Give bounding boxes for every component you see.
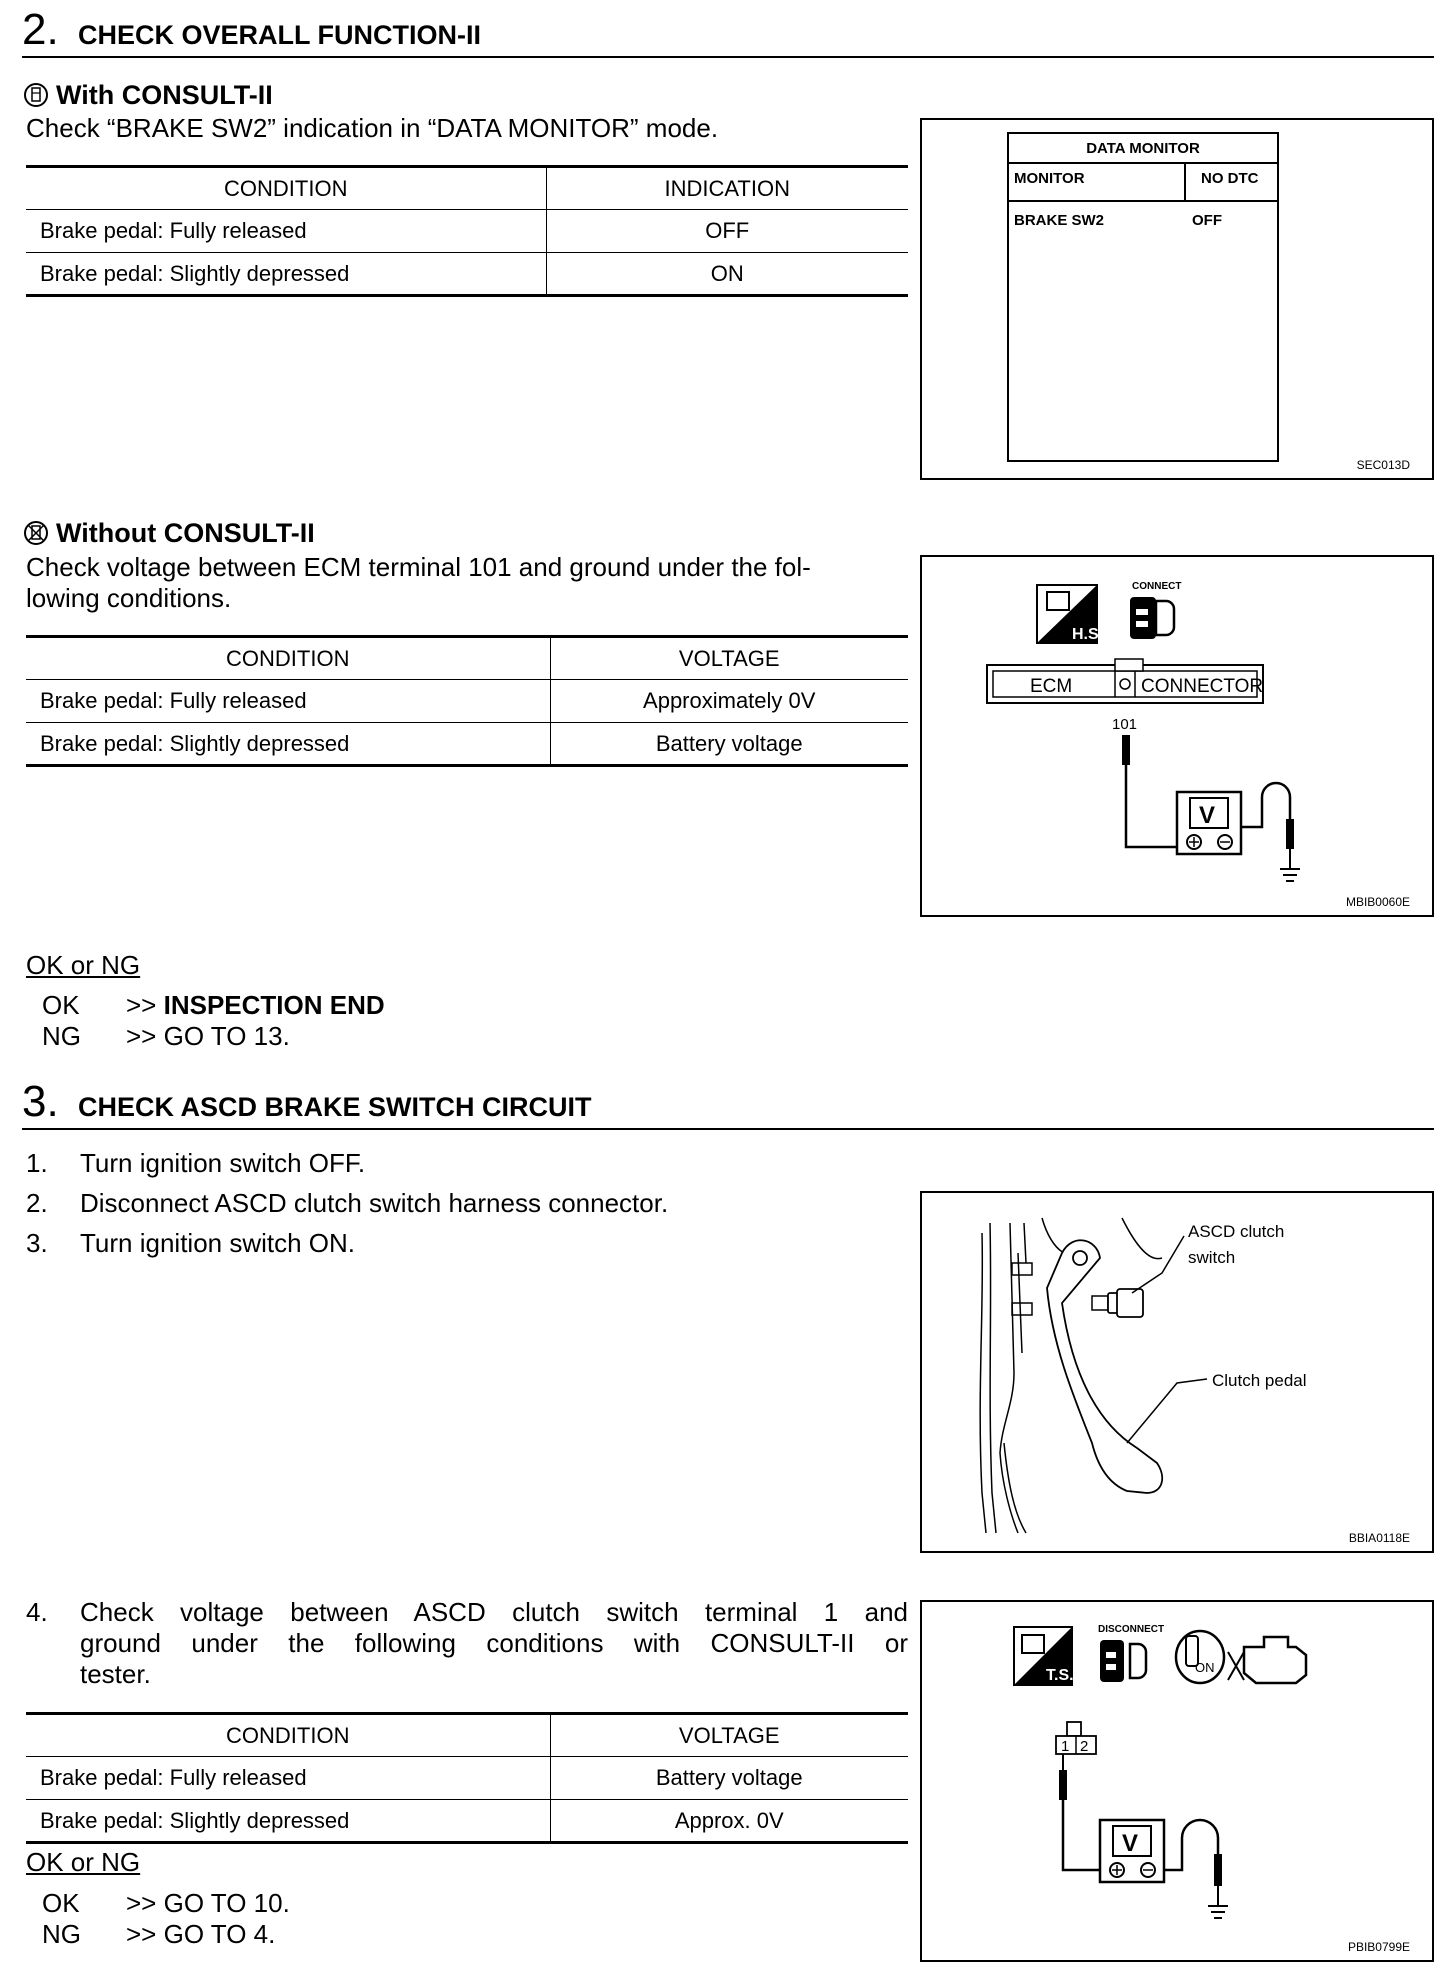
step2-title: CHECK OVERALL FUNCTION-II	[78, 20, 481, 50]
table-row	[26, 1800, 908, 1843]
table-cell-voltage: Battery voltage	[550, 1757, 908, 1800]
table-cell-voltage: Approx. 0V	[550, 1800, 908, 1843]
terminal-1-label: 1	[1061, 1738, 1070, 1755]
ascd-switch-label-1: ASCD clutch	[1188, 1222, 1285, 1241]
with-consult-instruction: Check “BRAKE SW2” indication in “DATA MONITOR” mode.	[26, 113, 719, 143]
figure-code: MBIB0060E	[1345, 895, 1410, 909]
ok-action: >> GO TO 10.	[126, 1888, 290, 1918]
table-cell-condition: Brake pedal: Slightly depressed	[26, 253, 546, 296]
connector-label: CONNECTOR	[1141, 676, 1264, 697]
data-monitor-col-status: NO DTC	[1201, 170, 1259, 187]
voltage-table-ecm	[26, 635, 908, 767]
table-header-condition: CONDITION	[26, 637, 550, 680]
clutch-pedal-label: Clutch pedal	[1212, 1371, 1307, 1390]
ascd-voltage-figure	[920, 1600, 1434, 1962]
table-cell-condition: Brake pedal: Slightly depressed	[26, 723, 550, 766]
data-monitor-title: DATA MONITOR	[1009, 134, 1277, 164]
step-number: 2.	[26, 1188, 48, 1218]
ng-row	[26, 1021, 290, 1052]
figure-code: BBIA0118E	[1348, 1531, 1410, 1545]
disconnect-label: DISCONNECT	[1098, 1624, 1165, 1635]
ecm-voltage-diagram	[922, 557, 1432, 915]
connect-label: CONNECT	[1132, 581, 1182, 592]
ok-row	[26, 1888, 290, 1919]
without-consult-heading	[24, 518, 315, 549]
step-text: Turn ignition switch ON.	[80, 1228, 356, 1258]
on-label: ON	[1195, 1660, 1215, 1675]
no-consult-icon	[24, 521, 48, 545]
table-cell-condition: Brake pedal: Fully released	[26, 680, 550, 723]
data-monitor-header-line	[1009, 200, 1277, 202]
connect-icon	[1130, 581, 1181, 639]
table-row	[26, 723, 908, 766]
ng-row	[26, 1919, 275, 1950]
with-consult-heading-text: With CONSULT-II	[56, 80, 273, 110]
step-number: 3.	[26, 1228, 48, 1258]
meter-label: V	[1122, 1830, 1139, 1857]
without-consult-heading-text: Without CONSULT-II	[56, 518, 315, 548]
table-header-voltage: VOLTAGE	[550, 637, 908, 680]
ascd-voltage-diagram	[922, 1602, 1432, 1960]
table-row	[26, 253, 908, 296]
step-number: 1.	[26, 1148, 48, 1178]
step3-heading	[22, 1077, 1434, 1130]
table-row	[26, 680, 908, 723]
step4-line2: ground under the following conditions with CONSULT-II or	[80, 1628, 908, 1658]
data-monitor-figure	[920, 118, 1434, 480]
step-text: Disconnect ASCD clutch switch harness connector.	[80, 1188, 669, 1218]
table-cell-condition: Brake pedal: Slightly depressed	[26, 1800, 550, 1843]
procedure-step	[26, 1188, 668, 1219]
voltage-table-ascd	[26, 1712, 908, 1844]
ng-action: >> GO TO 13.	[126, 1021, 290, 1051]
ascd-switch-label-2: switch	[1188, 1248, 1236, 1267]
table-header-condition: CONDITION	[26, 1714, 550, 1757]
step2-heading	[22, 5, 1434, 58]
step3-number: 3.	[22, 1077, 59, 1126]
clutch-switch-figure	[920, 1191, 1434, 1553]
ok-row	[26, 990, 385, 1021]
data-monitor-screen	[1007, 132, 1279, 462]
engine-icon	[1228, 1637, 1306, 1683]
terminal-label: 101	[1112, 716, 1138, 733]
ng-key: NG	[42, 1021, 81, 1051]
step2-number: 2.	[22, 5, 59, 54]
consult-icon	[24, 83, 48, 107]
data-monitor-item-name: BRAKE SW2	[1014, 212, 1105, 229]
table-cell-condition: Brake pedal: Fully released	[26, 1757, 550, 1800]
ng-key: NG	[42, 1919, 81, 1949]
ecm-label: ECM	[1030, 676, 1073, 697]
ng-action: >> GO TO 4.	[126, 1919, 276, 1949]
table-row	[26, 210, 908, 253]
indication-table	[26, 165, 908, 297]
step-text: Turn ignition switch OFF.	[80, 1148, 366, 1178]
clutch-pedal-drawing	[922, 1193, 1432, 1551]
okng-label: OK or NG	[26, 950, 141, 980]
step4-line3: tester.	[80, 1659, 151, 1689]
okng-label: OK or NG	[26, 1847, 141, 1877]
table-header-condition: CONDITION	[26, 167, 546, 210]
table-row	[26, 1757, 908, 1800]
ok-prefix: >>	[126, 990, 157, 1020]
data-monitor-col-divider	[1184, 164, 1186, 200]
disconnect-icon	[1098, 1624, 1164, 1682]
with-consult-heading	[24, 80, 273, 111]
procedure-step	[26, 1148, 365, 1179]
step4-line1: Check voltage between ASCD clutch switch terminal 1 and	[80, 1597, 908, 1627]
data-monitor-item-value: OFF	[1192, 212, 1222, 229]
without-consult-instruction-2: lowing conditions.	[26, 583, 232, 613]
figure-code: SEC013D	[1356, 458, 1410, 472]
ok-key: OK	[42, 990, 80, 1020]
table-cell-condition: Brake pedal: Fully released	[26, 210, 546, 253]
meter-label: V	[1199, 802, 1216, 829]
hs-icon	[1037, 585, 1103, 643]
table-header-voltage: VOLTAGE	[550, 1714, 908, 1757]
ecm-voltage-figure	[920, 555, 1434, 917]
table-header-indication: INDICATION	[546, 167, 908, 210]
ok-action: INSPECTION END	[163, 990, 385, 1020]
data-monitor-col-monitor: MONITOR	[1014, 170, 1085, 187]
ts-label: T.S.	[1046, 1667, 1074, 1684]
figure-code: PBIB0799E	[1347, 1940, 1410, 1954]
table-cell-indication: OFF	[546, 210, 908, 253]
ignition-on-icon	[1176, 1631, 1224, 1683]
without-consult-instruction-1: Check voltage between ECM terminal 101 and ground under the fol-	[26, 552, 811, 582]
ts-icon	[1014, 1627, 1074, 1685]
procedure-step	[26, 1228, 355, 1259]
terminal-2-label: 2	[1080, 1738, 1089, 1755]
step3-title: CHECK ASCD BRAKE SWITCH CIRCUIT	[78, 1092, 592, 1122]
table-cell-indication: ON	[546, 253, 908, 296]
ok-key: OK	[42, 1888, 80, 1918]
table-cell-voltage: Approximately 0V	[550, 680, 908, 723]
table-cell-voltage: Battery voltage	[550, 723, 908, 766]
step-number: 4.	[26, 1597, 48, 1627]
hs-label: H.S.	[1072, 626, 1104, 643]
